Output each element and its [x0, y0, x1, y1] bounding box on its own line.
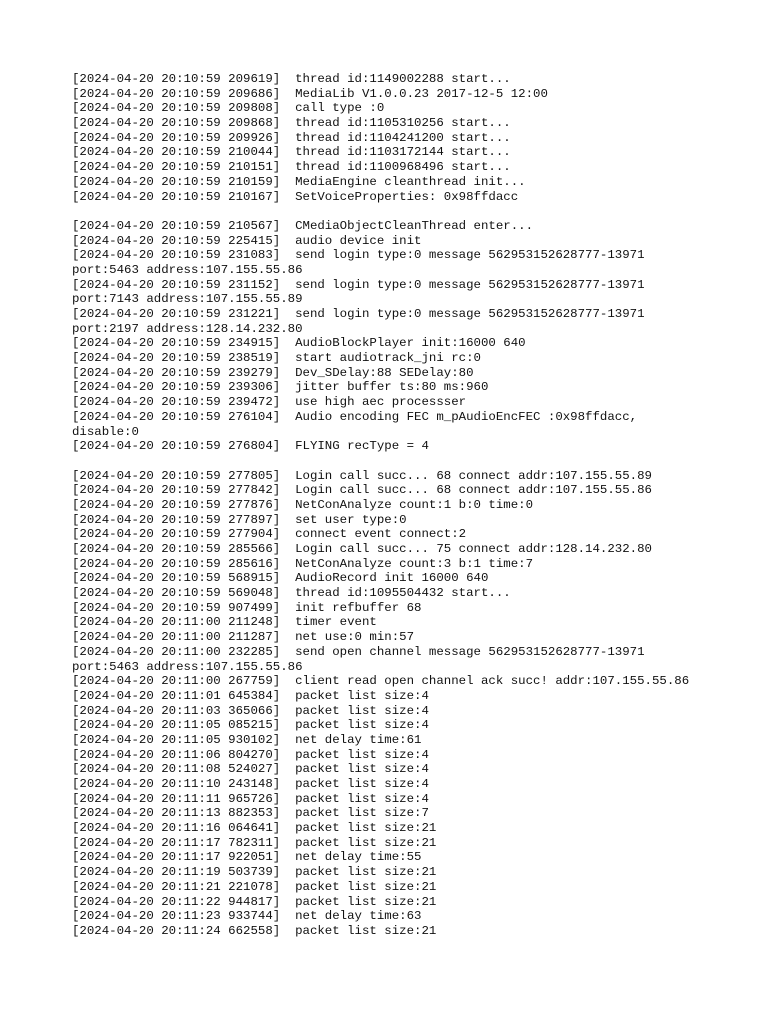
log-line: [2024-04-20 20:10:59 210044] thread id:1103172144 start...: [72, 145, 511, 160]
log-line: [2024-04-20 20:11:00 232285] send open channel message 562953152628777-13971: [72, 644, 645, 659]
log-line: [2024-04-20 20:11:01 645384] packet list size:4: [72, 688, 429, 703]
log-line: [2024-04-20 20:10:59 568915] AudioRecord init 16000 640: [72, 571, 489, 586]
log-line: [2024-04-20 20:10:59 231083] send login type:0 message 562953152628777-13971: [72, 248, 645, 263]
log-line: [2024-04-20 20:10:59 239279] Dev_SDelay:88 SEDelay:80: [72, 365, 474, 380]
log-line: [2024-04-20 20:10:59 209926] thread id:1104241200 start...: [72, 130, 511, 145]
log-line: [2024-04-20 20:11:10 243148] packet list size:4: [72, 777, 429, 791]
log-line: [2024-04-20 20:10:59 231152] send login type:0 message 562953152628777-13971: [72, 277, 645, 292]
log-line: [2024-04-20 20:11:19 503739] packet list size:21: [72, 865, 437, 880]
log-line: [2024-04-20 20:11:11 965726] packet list size:4: [72, 791, 429, 806]
log-line: [2024-04-20 20:11:17 782311] packet list size:21: [72, 835, 437, 850]
log-line: [2024-04-20 20:10:59 907499] init refbuffer 68: [72, 600, 422, 615]
log-line: port:5463 address:107.155.55.86: [72, 659, 303, 674]
log-line: [2024-04-20 20:11:06 804270] packet list size:4: [72, 747, 429, 762]
log-line: [2024-04-20 20:11:16 064641] packet list size:21: [72, 821, 437, 836]
log-line: [2024-04-20 20:11:00 211287] net use:0 min:57: [72, 630, 415, 645]
log-line: port:7143 address:107.155.55.89: [72, 292, 303, 307]
log-line: [2024-04-20 20:11:00 267759] client read open channel ack succ! addr:107.155.55.86: [72, 674, 690, 689]
log-line: [2024-04-20 20:10:59 210567] CMediaObjectCleanThread enter...: [72, 218, 534, 233]
log-document: [72, 72, 732, 939]
log-line: port:5463 address:107.155.55.86: [72, 262, 303, 277]
log-line: [2024-04-20 20:11:13 882353] packet list size:7: [72, 806, 429, 821]
log-line: [2024-04-20 20:10:59 234915] AudioBlockPlayer init:16000 640: [72, 336, 526, 351]
log-line: [2024-04-20 20:11:05 930102] net delay time:61: [72, 732, 422, 747]
log-line: [2024-04-20 20:10:59 285566] Login call succ... 75 connect addr:128.14.232.80: [72, 542, 652, 556]
log-line: [2024-04-20 20:11:22 944817] packet list size:21: [72, 894, 437, 909]
log-line: [2024-04-20 20:11:24 662558] packet list size:21: [72, 923, 437, 938]
log-line: [2024-04-20 20:10:59 277805] Login call succ... 68 connect addr:107.155.55.89: [72, 468, 652, 483]
log-line: disable:0: [72, 424, 139, 439]
log-line: [2024-04-20 20:10:59 277842] Login call succ... 68 connect addr:107.155.55.86: [72, 483, 652, 498]
log-line: [2024-04-20 20:10:59 569048] thread id:1095504432 start...: [72, 586, 511, 601]
log-line: [2024-04-20 20:10:59 225415] audio device init: [72, 233, 422, 248]
log-line: [2024-04-20 20:11:23 933744] net delay time:63: [72, 909, 422, 924]
log-line: [2024-04-20 20:10:59 210159] MediaEngine cleanthread init...: [72, 174, 526, 189]
log-line: [2024-04-20 20:10:59 277904] connect event connect:2: [72, 527, 467, 542]
log-line: [2024-04-20 20:10:59 209619] thread id:1149002288 start...: [72, 72, 511, 86]
log-line: [2024-04-20 20:11:17 922051] net delay time:55: [72, 850, 422, 865]
log-line: [2024-04-20 20:11:08 524027] packet list size:4: [72, 762, 429, 777]
log-line: [2024-04-20 20:10:59 231221] send login type:0 message 562953152628777-13971: [72, 307, 645, 321]
log-line: [2024-04-20 20:10:59 239472] use high aec processser: [72, 395, 467, 410]
log-line: [2024-04-20 20:10:59 238519] start audiotrack_jni rc:0: [72, 351, 481, 366]
log-line: [2024-04-20 20:10:59 277876] NetConAnalyze count:1 b:0 time:0: [72, 497, 534, 512]
log-line: [2024-04-20 20:10:59 210167] SetVoiceProperties: 0x98ffdacc: [72, 189, 519, 204]
log-line: [2024-04-20 20:10:59 285616] NetConAnalyze count:3 b:1 time:7: [72, 556, 534, 571]
blank-line: [72, 454, 732, 469]
log-line: [2024-04-20 20:11:21 221078] packet list size:21: [72, 879, 437, 894]
log-line: [2024-04-20 20:11:05 085215] packet list size:4: [72, 718, 429, 733]
log-line: [2024-04-20 20:10:59 276104] Audio encoding FEC m_pAudioEncFEC :0x98ffdacc,: [72, 409, 638, 424]
log-line: [2024-04-20 20:10:59 210151] thread id:1100968496 start...: [72, 160, 511, 175]
log-line: [2024-04-20 20:11:03 365066] packet list size:4: [72, 703, 429, 718]
blank-line: [72, 204, 732, 219]
log-line: [2024-04-20 20:10:59 239306] jitter buffer ts:80 ms:960: [72, 380, 489, 395]
log-line: port:2197 address:128.14.232.80: [72, 321, 303, 336]
log-line: [2024-04-20 20:10:59 276804] FLYING recType = 4: [72, 439, 429, 454]
log-line: [2024-04-20 20:10:59 209868] thread id:1105310256 start...: [72, 116, 511, 131]
log-line: [2024-04-20 20:10:59 209686] MediaLib V1.0.0.23 2017-12-5 12:00: [72, 86, 548, 101]
log-line: [2024-04-20 20:10:59 209808] call type :0: [72, 101, 385, 116]
log-line: [2024-04-20 20:11:00 211248] timer event: [72, 615, 377, 630]
log-line: [2024-04-20 20:10:59 277897] set user type:0: [72, 512, 407, 527]
